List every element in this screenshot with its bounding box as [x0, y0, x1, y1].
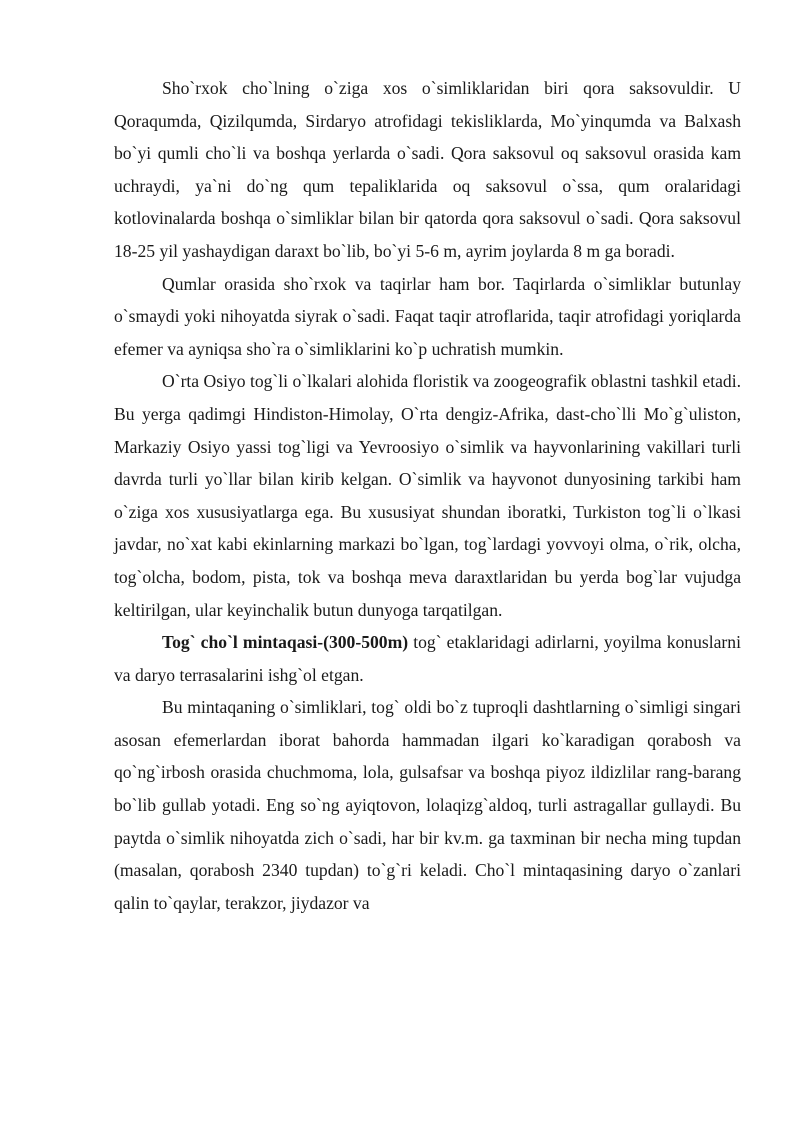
paragraph-zone-vegetation: Bu mintaqaning o`simliklari, tog` oldi bo`z tuproqli dashtlarning o`simligi singari asosan efemerlardan iborat bahorda hammadan ilgari ko`karadigan qorabosh va qo`ng`irbosh orasida chuchmoma, lola, gulsafsar va boshqa piyoz ildizlilar rang-barang bo`lib gullab yotadi. Eng so`ng ayiqtovon, lolaqizg`aldoq, turli astragallar gullaydi. Bu paytda o`simlik nihoyatda zich o`sadi, har bir kv.m. ga taxminan bir necha ming tupdan (masalan, qorabosh 2340 tupdan) to`g`ri keladi. Cho`l mintaqasining daryo o`zanlari qalin to`qaylar, terakzor, jiydazor va [114, 697, 741, 913]
document-page [114, 72, 741, 919]
paragraph-takyr-soils: Qumlar orasida sho`rxok va taqirlar ham bor. Taqirlarda o`simliklar butunlay o`smaydi yoki nihoyatda siyrak o`sadi. Faqat taqir atroflarida, taqir atrofidagi yoriqlarda efemer va ayniqsa sho`ra o`simliklarini ko`p uchratish mumkin. [114, 273, 741, 359]
paragraph-mountain-region: O`rta Osiyo tog`li o`lkalari alohida floristik va zoogeografik oblastni tashkil etadi. Bu yerga qadimgi Hindiston-Himolay, O`rta dengiz-Afrika, dast-cho`lli Mo`g`uliston, Markaziy Osiyo yassi tog`ligi va Yevroosiyo o`simlik va hayvonlarining vakillari turli davrda turli yo`llar bilan kirib kelgan. O`simlik va hayvonot dunyosining tarkibi ham o`ziga xos xususiyatlarga ega. Bu xususiyat shundan iboratki, Turkiston tog`li o`lkasi javdar, no`xat kabi ekinlarning markazi bo`lgan, tog`lardagi yovvoyi olma, o`rik, olcha, tog`olcha, bodom, pista, tok va boshqa meva daraxtlaridan bu yerda bog`lar vujudga keltirilgan, ular keyinchalik butun dunyoga tarqatilgan. [114, 371, 741, 620]
paragraph-mountain-desert-zone [114, 626, 741, 691]
paragraph-black-saxaul: Sho`rxok cho`lning o`ziga xos o`simliklaridan biri qora saksovuldir. U Qoraqumda, Qizilqumda, Sirdaryo atrofidagi tekisliklarda, Mo`yinqumda va Balxash bo`yi qumli cho`li va boshqa yerlarda o`sadi. Qora saksovul oq saksovul orasida kam uchraydi, ya`ni do`ng qum tepaliklarida oq saksovul o`ssa, qum oralaridagi kotlovinalarda boshqa o`simliklar bilan bir qatorda qora saksovul o`sadi. Qora saksovul 18-25 yil yashaydigan daraxt bo`lib, bo`yi 5-6 m, ayrim joylarda 8 m ga boradi. [114, 78, 741, 261]
section-heading-continuation: tog` etaklaridagi adirlarni, yoyilma konuslarni va daryo terrasalarini ishg`ol etgan. [114, 632, 741, 685]
section-heading: Tog` cho`l mintaqasi-(300-500m) [162, 632, 409, 653]
